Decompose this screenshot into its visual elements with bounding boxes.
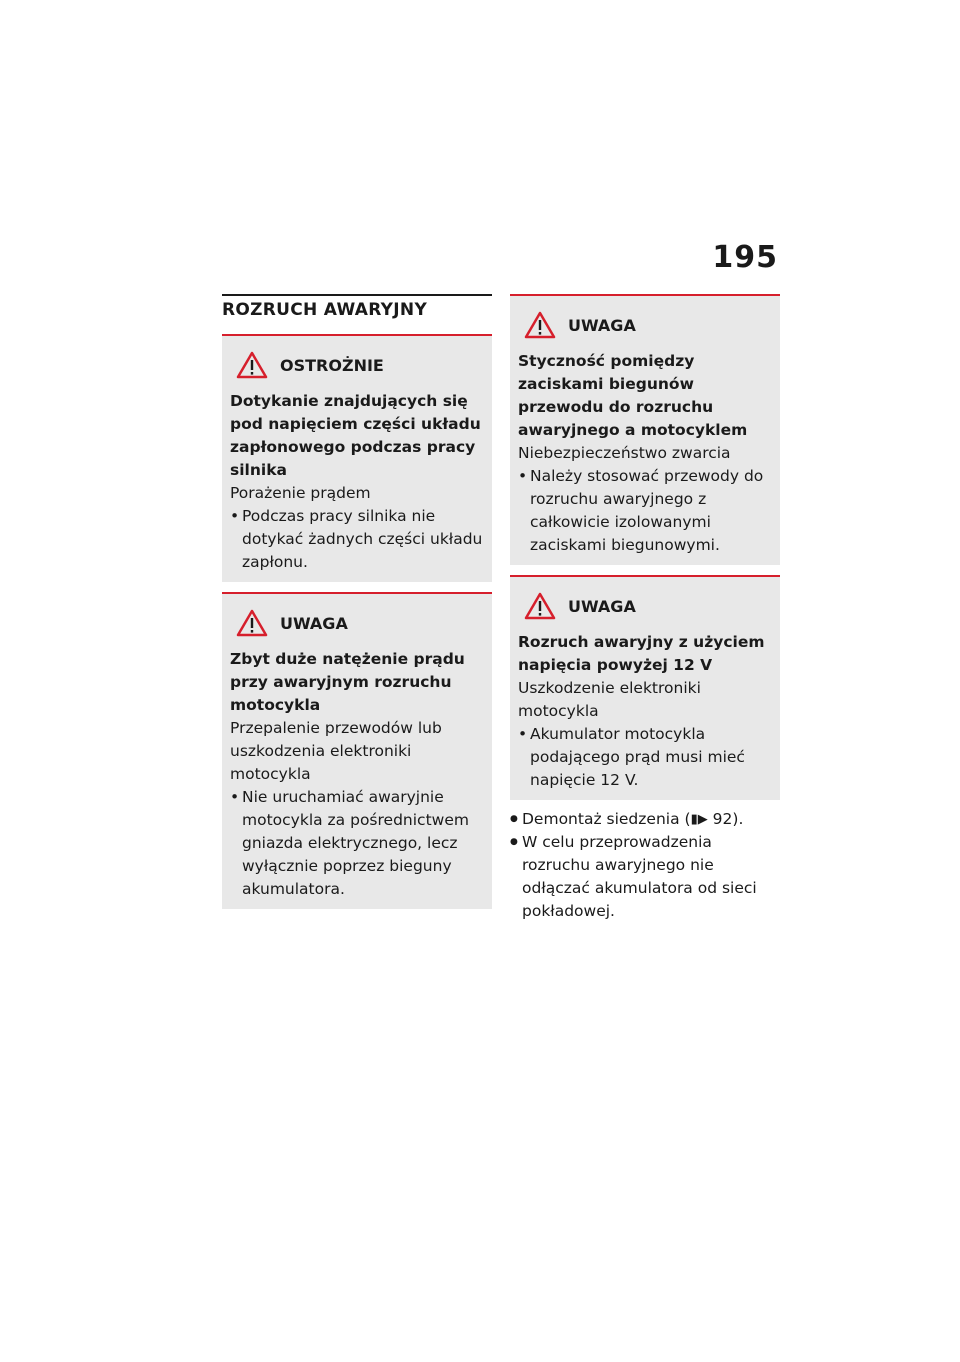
box-body: Porażenie prądem bbox=[230, 484, 371, 502]
box-bullet: • Nie uruchamiać awaryjnie motocykla za pośrednictwem gniazda elektrycznego, lecz wyłącznie poprzez bieguny akumulatora. bbox=[230, 786, 484, 901]
box-bullet: • Podczas pracy silnika nie dotykać żadnych części układu zapłonu. bbox=[230, 505, 484, 574]
box-body: Przepalenie przewodów lub uszkodzenia elektroniki motocykla bbox=[230, 719, 442, 783]
box-body: Uszkodzenie elektroniki motocykla bbox=[518, 679, 701, 720]
box-title: Rozruch awaryjny z użyciem napięcia powyżej 12 V bbox=[518, 633, 765, 674]
box-title: Dotykanie znajdujących się pod napięciem części układu zapłonowego podczas pracy silnika bbox=[230, 392, 481, 479]
warning-box bbox=[510, 575, 780, 800]
box-title: Styczność pomiędzy zaciskami biegunów przewodu do rozruchu awaryjnego a motocyklem bbox=[518, 352, 748, 439]
page-number: 195 bbox=[712, 240, 778, 275]
step-item bbox=[510, 808, 780, 831]
left-column bbox=[222, 294, 492, 919]
box-bullet: • Należy stosować przewody do rozruchu awaryjnego z całkowicie izolowanymi zaciskami biegunowymi. bbox=[518, 465, 772, 557]
page-reference-arrow-icon: ▮▶ bbox=[690, 812, 708, 827]
warning-box bbox=[510, 294, 780, 565]
warning-triangle-icon bbox=[518, 308, 568, 342]
warning-box bbox=[222, 592, 492, 909]
caution-box bbox=[222, 334, 492, 582]
step-text-end: ). bbox=[732, 810, 744, 828]
box-label: UWAGA bbox=[280, 613, 348, 633]
section-title: ROZRUCH AWARYJNY bbox=[222, 294, 492, 328]
warning-triangle-icon bbox=[230, 606, 280, 640]
box-label: UWAGA bbox=[568, 315, 636, 335]
warning-triangle-icon bbox=[230, 348, 280, 382]
page-reference-link[interactable]: 92 bbox=[712, 810, 733, 828]
box-body: Niebezpieczeństwo zwarcia bbox=[518, 444, 731, 462]
step-item: ● W celu przeprowadzenia rozruchu awaryjnego nie odłączać akumulatora od sieci pokładowej. bbox=[510, 831, 780, 923]
step-text: Demontaż siedzenia ( bbox=[522, 810, 691, 828]
box-label: OSTROŻNIE bbox=[280, 355, 384, 375]
box-bullet: • Akumulator motocykla podającego prąd musi mieć napięcie 12 V. bbox=[518, 723, 772, 792]
box-label: UWAGA bbox=[568, 596, 636, 616]
box-title: Zbyt duże natężenie prądu przy awaryjnym rozruchu motocykla bbox=[230, 650, 465, 714]
warning-triangle-icon bbox=[518, 589, 568, 623]
right-column bbox=[510, 294, 780, 923]
